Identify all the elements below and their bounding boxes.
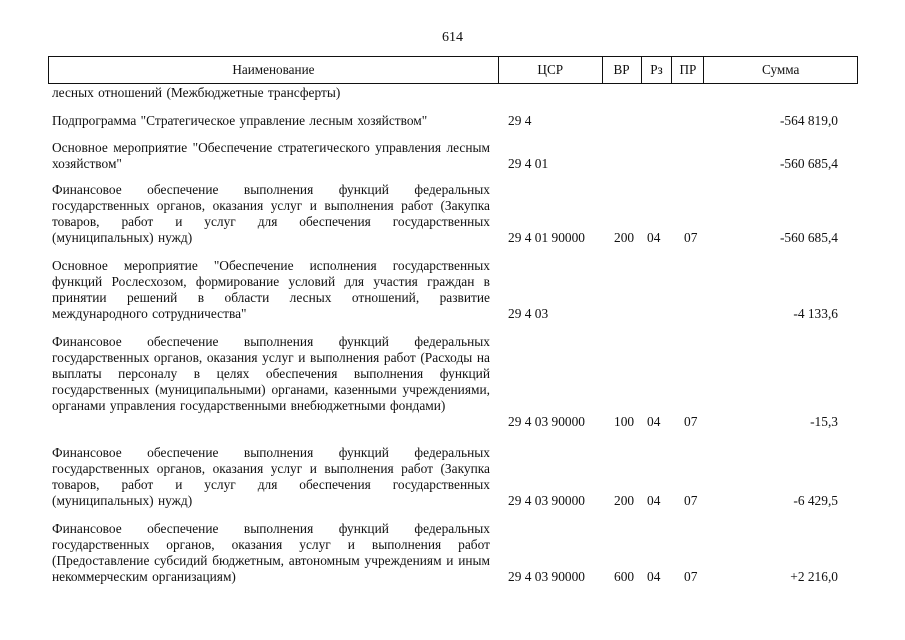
row-csr: 29 4 01 (508, 156, 549, 171)
carry-over-text: лесных отношений (Межбюджетные трансферты) (52, 85, 341, 100)
row-csr: 29 4 03 90000 (508, 569, 585, 584)
row-csr: 29 4 (508, 113, 532, 128)
row-csr: 29 4 01 90000 (508, 230, 585, 245)
row-vr: 100 (614, 414, 635, 429)
table-row (0, 258, 905, 322)
row-pr: 07 (684, 569, 698, 584)
table-row (0, 140, 905, 172)
row-pr: 07 (684, 230, 698, 245)
row-name: Подпрограмма "Стратегическое управление лесным хозяйством" (52, 113, 428, 128)
header-csr: ЦСР (499, 57, 603, 83)
row-sum: -560 685,4 (779, 230, 838, 245)
row-sum: -560 685,4 (779, 156, 838, 171)
row-name: Основное мероприятие "Обеспечение стратегического управления лесным хозяйством" (52, 140, 490, 171)
table-row (0, 182, 905, 246)
table-row (0, 521, 905, 585)
row-name: Финансовое обеспечение выполнения функций федеральных государственных органов, оказания услуг и выполнения работ (Закупка товаров, работ и услуг для обеспечения государственных (муниципальных) нужд) (52, 445, 490, 508)
row-name: Основное мероприятие "Обеспечение исполнения государственных функций Рослесхозом, формирование условий для участия граждан в принятии решений в области лесных отношений, развитие международного сотрудничества" (52, 258, 490, 321)
row-vr: 200 (614, 493, 635, 508)
row-rz: 04 (647, 569, 661, 584)
row-pr: 07 (684, 414, 698, 429)
table-row (0, 113, 905, 129)
row-name: Финансовое обеспечение выполнения функций федеральных государственных органов, оказания услуг и выполнения работ (Закупка товаров, работ и услуг для обеспечения государственных (муниципальных) нужд) (52, 182, 490, 245)
row-sum: -4 133,6 (793, 306, 838, 321)
row-sum: -15,3 (810, 414, 838, 429)
table-row (0, 445, 905, 509)
row-sum: +2 216,0 (790, 569, 838, 584)
row-rz: 04 (647, 414, 661, 429)
row-csr: 29 4 03 90000 (508, 414, 585, 429)
row-pr: 07 (684, 493, 698, 508)
header-sum: Сумма (762, 62, 800, 77)
row-csr: 29 4 03 (508, 306, 549, 321)
row-rz: 04 (647, 493, 661, 508)
table-row (0, 334, 905, 430)
row-vr: 200 (614, 230, 635, 245)
row-vr: 600 (614, 569, 635, 584)
row-rz: 04 (647, 230, 661, 245)
header-vr: ВР (603, 57, 642, 83)
row-name: Финансовое обеспечение выполнения функций федеральных государственных органов, оказания услуг и выполнения работ (Расходы на выплаты персоналу в целях обеспечения выполнения функций государственных (муниципальными) органами, казенными учреждениями, органами управления государственными внебюджетными фондами) (52, 334, 490, 413)
header-rz: Рз (642, 57, 673, 83)
carry-over-row (0, 85, 905, 101)
row-csr: 29 4 03 90000 (508, 493, 585, 508)
header-pr: ПР (672, 57, 704, 83)
row-sum: -6 429,5 (793, 493, 838, 508)
row-name: Финансовое обеспечение выполнения функций федеральных государственных органов, оказания услуг и выполнения работ (Предоставление субсидий бюджетным, автономным учреждениям и иным некоммерческим организациям) (52, 521, 490, 584)
table-header (48, 56, 858, 84)
row-sum: -564 819,0 (779, 113, 838, 128)
page-number: 614 (442, 30, 463, 45)
header-name: Наименование (49, 57, 499, 83)
